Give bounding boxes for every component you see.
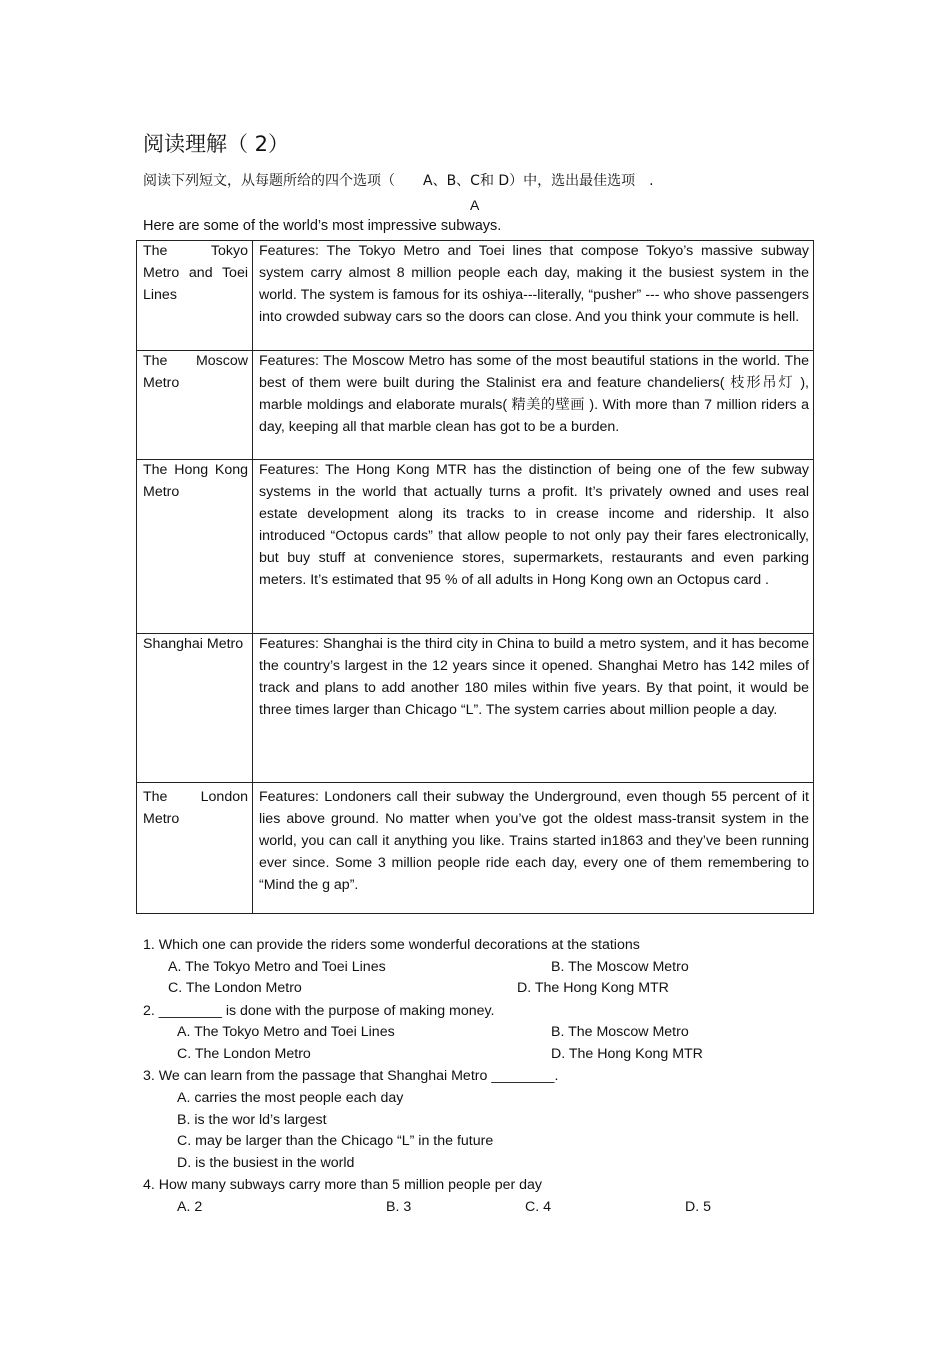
intro-text: Here are some of the world’s most impressive subways.	[143, 218, 502, 234]
answer-option[interactable]: D. The Hong Kong MTR	[551, 1046, 703, 1062]
subway-features: Features: The Tokyo Metro and Toei lines that compose Tokyo’s massive subway system carry almost 8 million people each day, making it the busiest system in the world. The system is famous for its oshiya---literally, “pusher” --- who shove passengers into crowded subway cars so the doors can close. And you think your commute is hell.	[253, 241, 814, 351]
answer-option[interactable]: B. The Moscow Metro	[551, 1024, 689, 1040]
answer-option[interactable]: D. 5	[685, 1199, 712, 1215]
answer-option[interactable]: D. is the busiest in the world	[177, 1155, 355, 1171]
answer-option[interactable]: B. The Moscow Metro	[551, 959, 689, 975]
subway-table	[136, 240, 814, 914]
section-label: A	[470, 197, 480, 213]
subway-name: Shanghai Metro	[137, 634, 253, 783]
table-row	[137, 460, 814, 634]
subway-features: Features: The Moscow Metro has some of the most beautiful stations in the world. The best of them were built during the Stalinist era and feature chandeliers( 枝形吊灯 ), marble moldings and elaborate murals( 精美的壁画 ). With more than 7 million riders a day, keeping all that marble clean has got to be a burden.	[253, 351, 814, 460]
table-row	[137, 241, 814, 351]
question-stem: 1. Which one can provide the riders some wonderful decorations at the stations	[143, 937, 640, 953]
answer-option[interactable]: A. carries the most people each day	[177, 1090, 404, 1106]
answer-option[interactable]: C. The London Metro	[177, 1046, 311, 1062]
answer-option[interactable]: C. The London Metro	[168, 980, 302, 996]
table-row	[137, 634, 814, 783]
page-title: 阅读理解（ 2）	[143, 132, 290, 156]
question-stem: 3. We can learn from the passage that Shanghai Metro ________.	[143, 1068, 559, 1084]
question-stem: 4. How many subways carry more than 5 million people per day	[143, 1177, 543, 1193]
subway-name: The Tokyo Metro and Toei Lines	[137, 241, 253, 351]
instructions: 阅读下列短文，从每题所给的四个选项（ A、B、C和 D）中，选出最佳选项 .	[143, 173, 654, 189]
answer-option[interactable]: A. The Tokyo Metro and Toei Lines	[168, 959, 386, 975]
answer-option[interactable]: B. 3	[386, 1199, 412, 1215]
subway-features: Features: Londoners call their subway the Underground, even though 55 percent of it lies above ground. No matter when you’ve got the oldest mass-transit system in the world, you can call it anything you like. Trains started in1863 and they’ve been running ever since. Some 3 million people ride each day, every one of them remembering to “Mind the g ap”.	[253, 783, 814, 914]
subway-name: The London Metro	[137, 783, 253, 914]
table-row	[137, 351, 814, 460]
subway-name: The Hong Kong Metro	[137, 460, 253, 634]
answer-option[interactable]: C. may be larger than the Chicago “L” in the future	[177, 1133, 494, 1149]
table-row	[137, 783, 814, 914]
subway-name: The Moscow Metro	[137, 351, 253, 460]
answer-option[interactable]: C. 4	[525, 1199, 552, 1215]
subway-features: Features: Shanghai is the third city in China to build a metro system, and it has become the country’s largest in the 12 years since it opened. Shanghai Metro has 142 miles of track and plans to add another 180 miles within five years. By that point, it would be three times larger than Chicago “L”. The system carries about million people a day.	[253, 634, 814, 783]
answer-option[interactable]: A. The Tokyo Metro and Toei Lines	[177, 1024, 395, 1040]
answer-option[interactable]: D. The Hong Kong MTR	[517, 980, 669, 996]
question-stem: 2. ________ is done with the purpose of making money.	[143, 1003, 495, 1019]
answer-option[interactable]: A. 2	[177, 1199, 203, 1215]
answer-option[interactable]: B. is the wor ld’s largest	[177, 1112, 327, 1128]
subway-features: Features: The Hong Kong MTR has the distinction of being one of the few subway systems in the world that actually turns a profit. It’s privately owned and uses real estate development along its tracks to in crease income and ridership. It also introduced “Octopus cards” that allow people to not only pay their fares electronically, but buy stuff at convenience stores, supermarkets, restaurants and even parking meters. It’s estimated that 95 % of all adults in Hong Kong own an Octopus card .	[253, 460, 814, 634]
